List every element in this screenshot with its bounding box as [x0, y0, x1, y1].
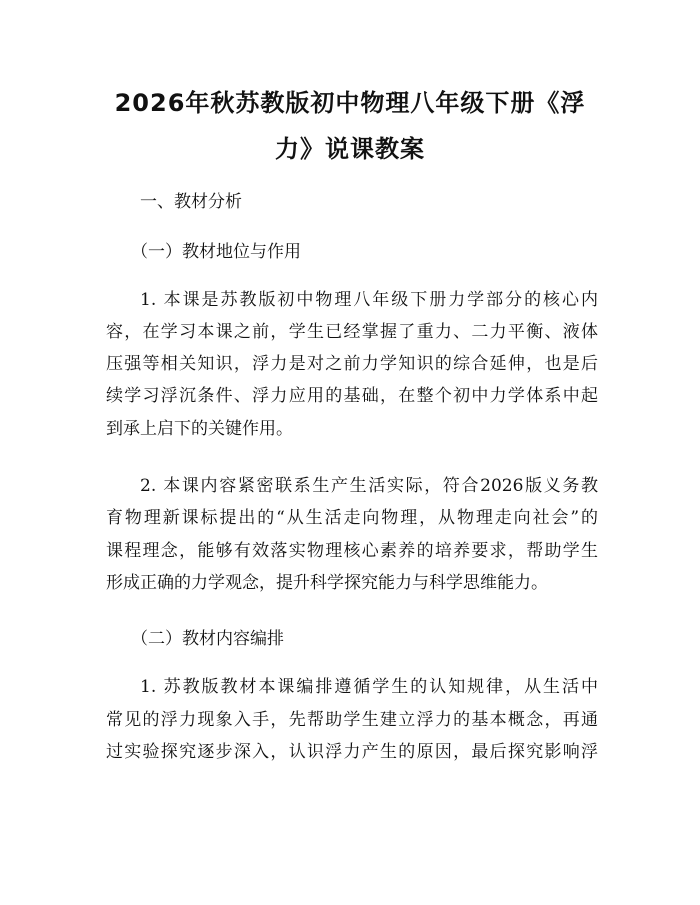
document-title-line-2: 力》说课教案	[275, 135, 425, 163]
section-heading-textbook-analysis: 一、教材分析	[140, 192, 242, 212]
paragraph-1-line-4: 续学习浮沉条件、浮力应用的基础，在整个初中力学体系中起	[106, 386, 598, 406]
paragraph-2-line-4: 形成正确的力学观念，提升科学探究能力与科学思维能力。	[106, 573, 548, 593]
paragraph-2-line-1: 2. 本课内容紧密联系生产生活实际，符合2026版义务教	[140, 476, 598, 496]
paragraph-1-line-2: 容，在学习本课之前，学生已经掌握了重力、二力平衡、液体	[106, 322, 598, 342]
paragraph-1-line-3: 压强等相关知识，浮力是对之前力学知识的综合延伸，也是后	[106, 354, 598, 374]
paragraph-2-line-3: 课程理念，能够有效落实物理核心素养的培养要求，帮助学生	[106, 541, 598, 561]
paragraph-3-line-3: 过实验探究逐步深入，认识浮力产生的原因，最后探究影响浮	[106, 742, 598, 762]
paragraph-3-line-1: 1. 苏教版教材本课编排遵循学生的认知规律，从生活中	[140, 677, 598, 697]
paragraph-1-line-5: 到承上启下的关键作用。	[106, 419, 293, 439]
subsection-heading-position-role: （一）教材地位与作用	[131, 242, 301, 262]
paragraph-3-line-2: 常见的浮力现象入手，先帮助学生建立浮力的基本概念，再通	[106, 710, 598, 730]
document-title-line-1: 2026年秋苏教版初中物理八年级下册《浮	[114, 89, 586, 117]
paragraph-2-line-2: 育物理新课标提出的“从生活走向物理，从物理走向社会”的	[106, 508, 598, 528]
subsection-heading-content-arrangement: （二）教材内容编排	[131, 629, 284, 649]
paragraph-1-line-1: 1. 本课是苏教版初中物理八年级下册力学部分的核心内	[140, 290, 598, 310]
